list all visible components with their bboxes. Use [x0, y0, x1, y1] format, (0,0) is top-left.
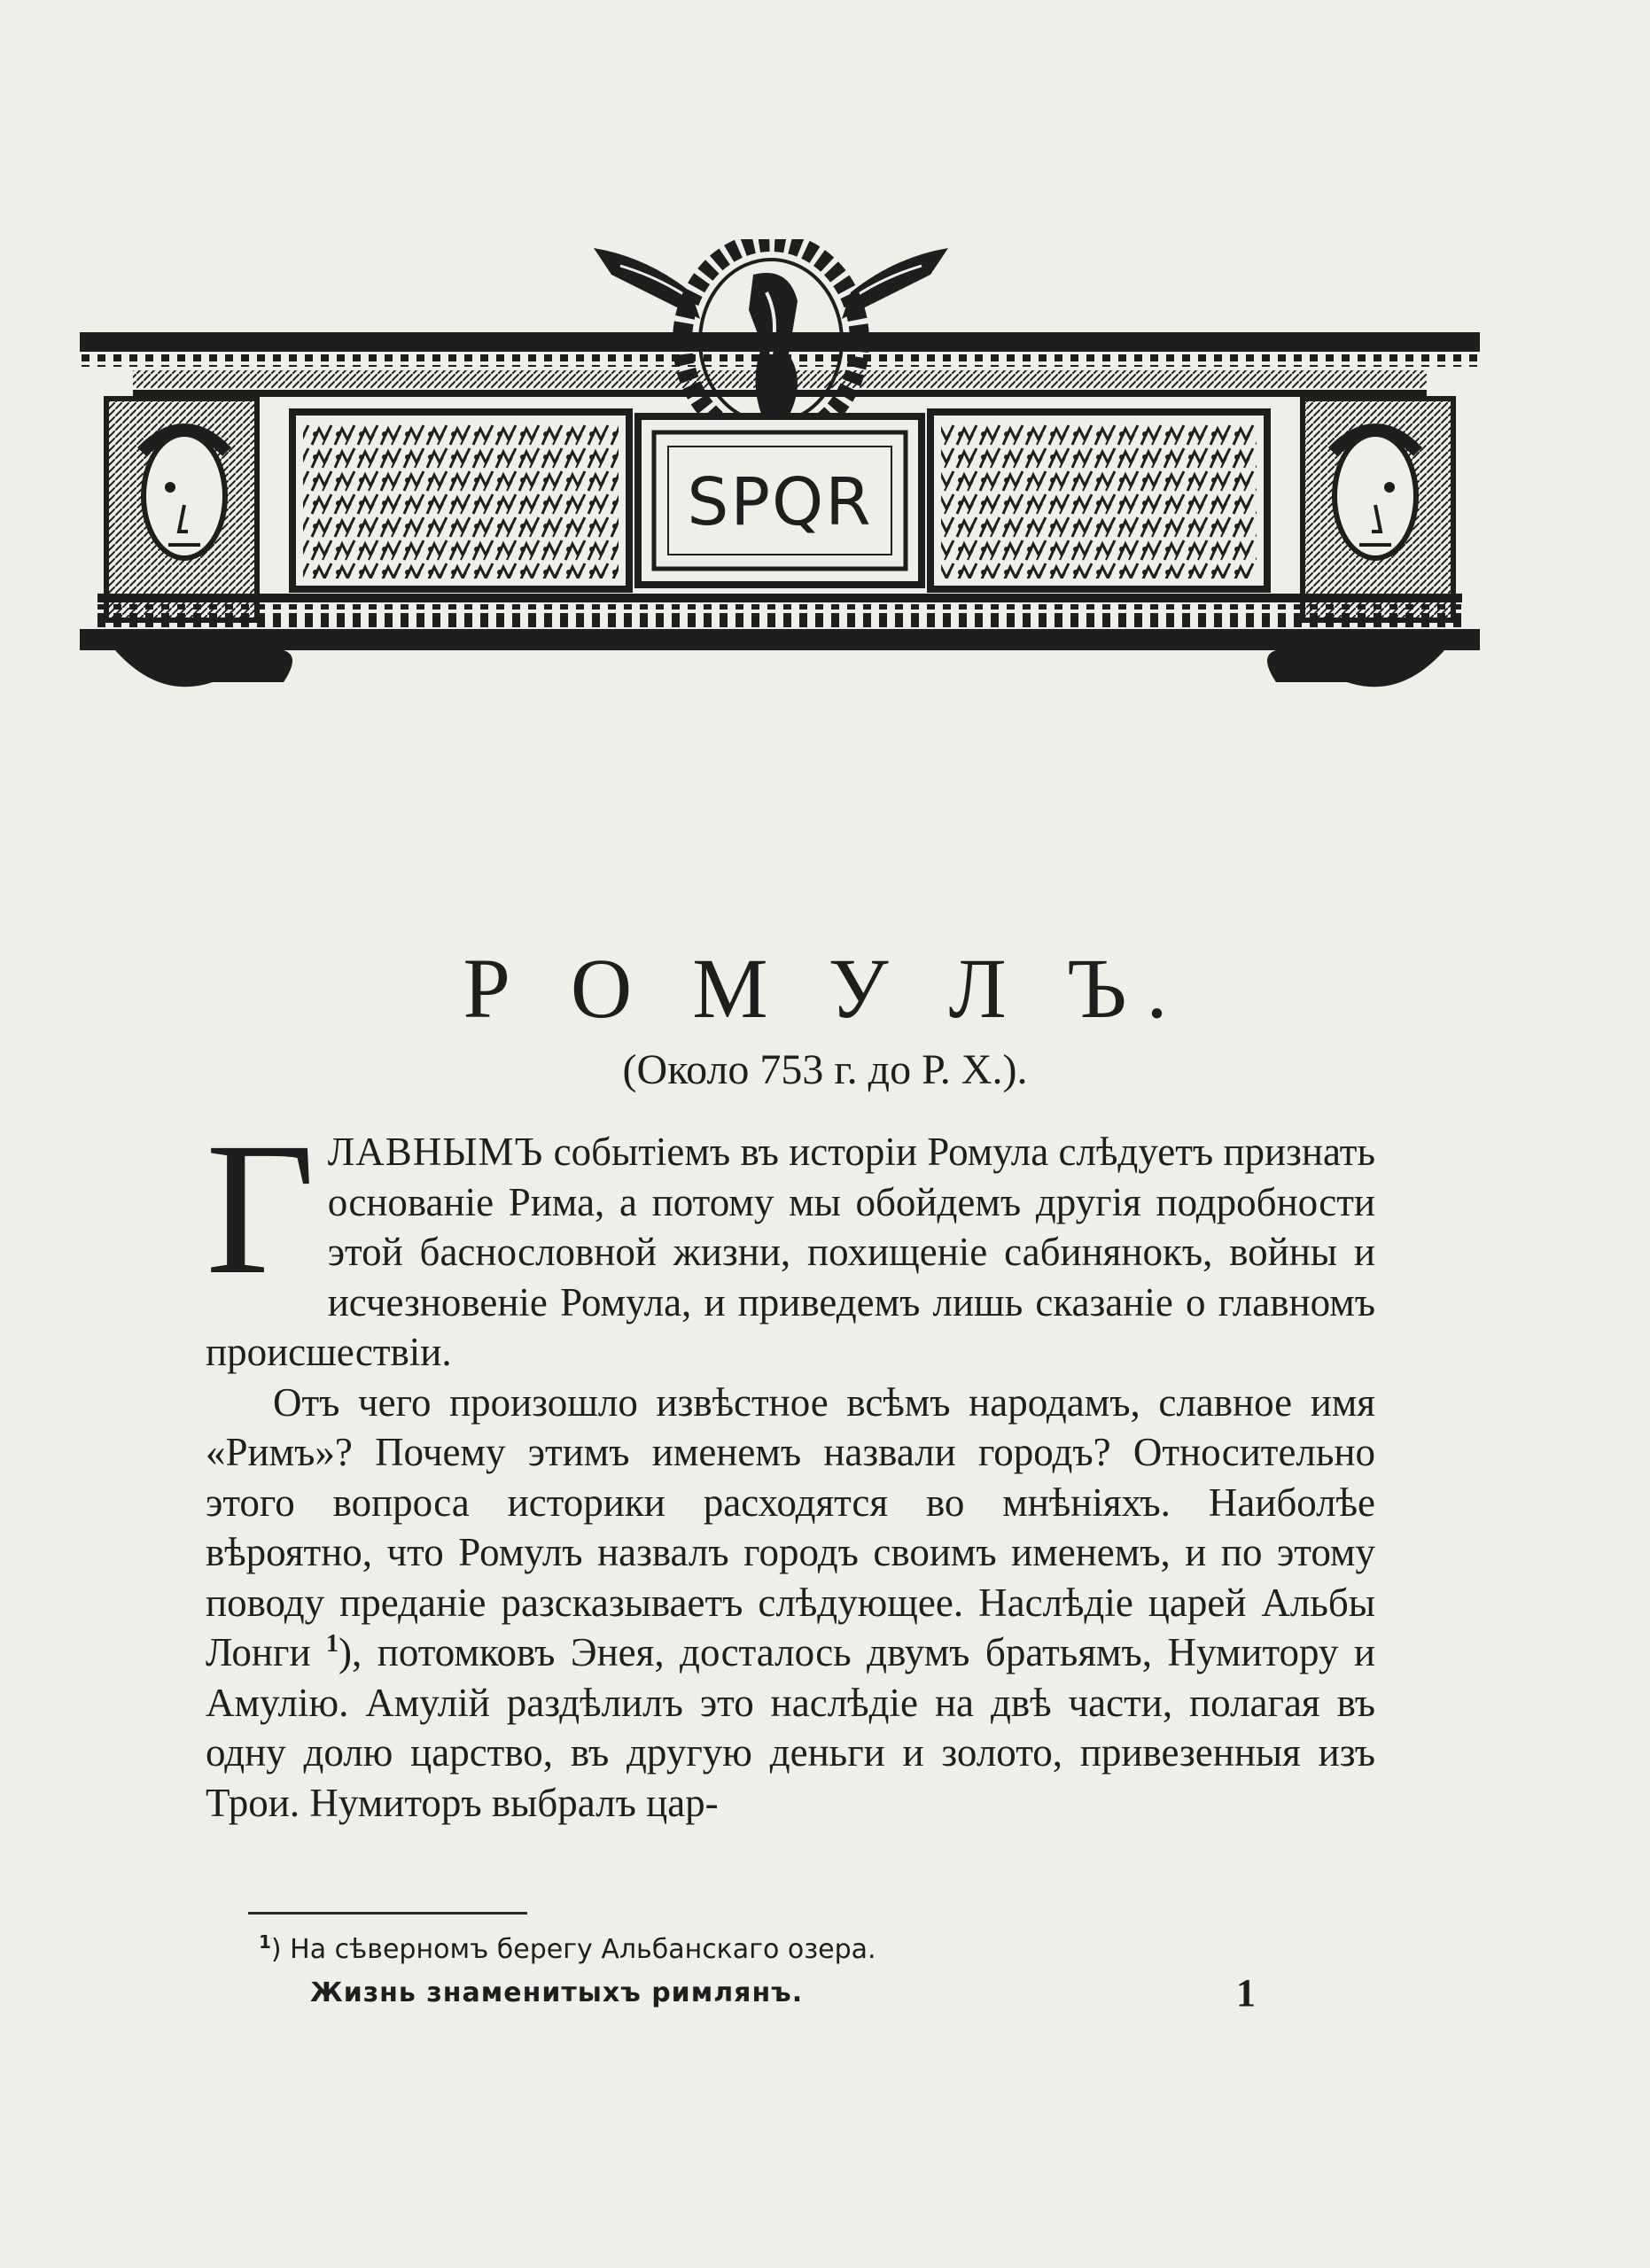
- footnote: [259, 1931, 876, 1965]
- paragraph-1: [206, 1104, 1375, 1378]
- left-base-foot-icon: [115, 650, 292, 687]
- paragraph-2: [206, 1378, 1375, 1829]
- page-number: 1: [1236, 1971, 1256, 2015]
- right-procession-frieze-icon: [930, 412, 1267, 589]
- paragraph-2-text-b: ), потомковъ Энея, досталось двумъ братьямъ, Нумитору и Амулію. Амулій раздѣлилъ это наслѣдіе на двѣ части, полагая въ одну долю царство, въ другую деньги и золото, привезенныя изъ Трои. Нумиторъ выбралъ цар-: [206, 1630, 1375, 1825]
- left-battle-frieze-icon: [292, 412, 629, 589]
- footnote-divider: [248, 1912, 527, 1915]
- lead-word: ЛАВНЫМЪ: [327, 1130, 544, 1174]
- paragraph-2-text-a: Отъ чего произошло извѣстное всѣмъ народамъ, славное имя «Римъ»? Почему этимъ именемъ назвали городъ? Относительно этого вопроса историки расходятся во мнѣніяхъ. Наиболѣе вѣроятно, что Ромулъ назвалъ городъ своимъ именемъ, и по этому поводу преданіе разсказываетъ слѣдующее. Наслѣдіе царей Альбы Лонги: [206, 1379, 1375, 1674]
- paragraph-1-text: событіемъ въ исторіи Ромула слѣдуетъ признать основаніе Рима, а потому мы обойдемъ другія подробности этой баснословной жизни, похищеніе сабинянокъ, войны и исчезновеніе Ромула, и приведемъ лишь сказаніе о главномъ происшествіи.: [206, 1130, 1375, 1374]
- left-caryatid-head-icon: [106, 399, 257, 620]
- chapter-subtitle: (Около 753 г. до Р. X.).: [622, 1046, 1028, 1093]
- footnote-marker: 1: [259, 1931, 271, 1953]
- running-footer-title: Жизнь знаменитыхъ римлянъ.: [310, 1977, 804, 2008]
- footnote-reference[interactable]: 1: [326, 1630, 339, 1658]
- header-ornament: [80, 239, 1480, 709]
- ornament-svg: [80, 239, 1480, 709]
- drop-cap: Г: [206, 1104, 315, 1314]
- body-text: [206, 1104, 1375, 1828]
- footnote-text: ) На сѣверномъ берегу Альбанскаго озера.: [270, 1934, 876, 1965]
- right-caryatid-head-icon: [1303, 399, 1453, 620]
- right-base-foot-icon: [1267, 650, 1444, 687]
- spqr-tablet: [638, 416, 922, 585]
- chapter-title: Р О М У Л Ъ.: [463, 941, 1187, 1036]
- spqr-emblem-text: SPQR: [687, 464, 873, 540]
